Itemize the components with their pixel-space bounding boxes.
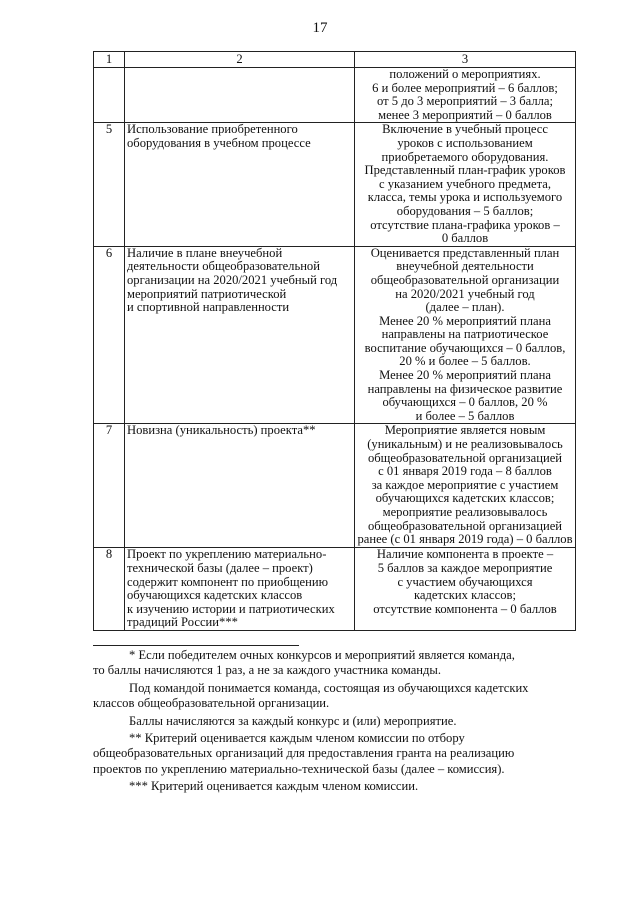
evaluation-line: с 01 января 2019 года – 8 баллов xyxy=(378,464,552,479)
evaluation-line: положений о мероприятиях. xyxy=(389,67,541,81)
criterion-line: Новизна (уникальность) проекта** xyxy=(127,423,316,438)
footnote-team-definition xyxy=(93,681,583,696)
footnote-line: *** Критерий оценивается каждым членом комиссии. xyxy=(129,779,419,794)
evaluation-line: (уникальным) и не реализовывалось xyxy=(367,437,563,452)
evaluation-line: 0 баллов xyxy=(441,231,489,246)
table-row xyxy=(94,548,576,631)
footnote-double-asterisk-continued xyxy=(93,746,583,761)
footnote-team xyxy=(93,648,583,663)
row-number xyxy=(94,68,125,123)
evaluation-text xyxy=(355,68,576,123)
footnote-line: Под командой понимается команда, состоящая из обучающихся кадетских xyxy=(129,680,529,695)
evaluation-line: обучающихся кадетских классов; xyxy=(375,491,555,506)
evaluation-text xyxy=(355,548,576,631)
evaluation-line: за каждое мероприятие с участием xyxy=(371,477,559,492)
evaluation-line: Мероприятие является новым xyxy=(384,423,546,438)
evaluation-line: от 5 до 3 мероприятий – 3 балла; xyxy=(376,94,554,109)
evaluation-line: общеобразовательной организацией xyxy=(367,518,563,533)
evaluation-text xyxy=(355,123,576,246)
criterion-line: организации на 2020/2021 учебный год xyxy=(127,272,338,287)
table-header-row xyxy=(94,52,576,68)
evaluation-text xyxy=(355,424,576,548)
header-col-1: 1 xyxy=(94,52,125,68)
evaluation-line: уроков с использованием xyxy=(397,135,533,150)
evaluation-line: воспитание обучающихся – 0 баллов, xyxy=(364,340,566,355)
evaluation-line: менее 3 мероприятий – 0 баллов xyxy=(378,107,552,122)
evaluation-line: обучающихся – 0 баллов, 20 % xyxy=(382,395,548,410)
footnote-line: ** Критерий оценивается каждым членом комиссии по отбору xyxy=(129,731,465,746)
evaluation-line: общеобразовательной организацией xyxy=(367,450,563,465)
footnote-team-continued xyxy=(93,663,583,678)
row-number: 5 xyxy=(94,123,125,246)
evaluation-line: ранее (с 01 января 2019 года) – 0 баллов xyxy=(357,532,573,547)
evaluation-line: 5 баллов за каждое мероприятие xyxy=(377,561,553,576)
page-number: 17 xyxy=(312,20,328,36)
evaluation-line: Представленный план-график уроков xyxy=(364,163,566,178)
row-number: 7 xyxy=(94,424,125,548)
evaluation-line: Включение в учебный процесс xyxy=(382,122,548,137)
evaluation-line: на 2020/2021 учебный год xyxy=(395,286,535,301)
criterion-line: к изучению истории и патриотических xyxy=(127,601,335,616)
evaluation-line: мероприятие реализовывалось xyxy=(382,505,548,519)
footnote-line: общеобразовательных организаций для предоставления гранта на реализацию xyxy=(93,746,515,761)
criteria-table xyxy=(93,51,576,631)
criterion-line: деятельности общеобразовательной xyxy=(127,259,320,274)
evaluation-line: Наличие компонента в проекте – xyxy=(376,547,554,562)
evaluation-line: приобретаемого оборудования. xyxy=(381,149,549,164)
footnote-double-asterisk-continued xyxy=(93,762,583,777)
footnote-line: классов общеобразовательной организации. xyxy=(93,696,330,711)
evaluation-line: общеобразовательной организации xyxy=(370,272,560,287)
evaluation-line: 6 и более мероприятий – 6 баллов; xyxy=(372,80,558,95)
criterion-text xyxy=(125,68,355,123)
evaluation-line: и более – 5 баллов xyxy=(415,408,515,423)
table-row xyxy=(94,123,576,246)
criterion-line: и спортивной направленности xyxy=(127,300,290,315)
footnotes xyxy=(93,645,583,797)
criterion-line: оборудования в учебном процессе xyxy=(127,135,311,150)
criterion-text xyxy=(125,424,355,548)
evaluation-line: Менее 20 % мероприятий плана xyxy=(379,313,551,328)
footnote-double-asterisk xyxy=(93,731,583,746)
evaluation-line: отсутствие компонента – 0 баллов xyxy=(373,601,557,616)
evaluation-line: оборудования – 5 баллов; xyxy=(396,203,534,218)
criterion-line: обучающихся кадетских классов xyxy=(127,588,303,603)
criterion-line: технической базы (далее – проект) xyxy=(127,561,313,576)
criterion-line: традиций России*** xyxy=(127,615,238,630)
header-col-3: 3 xyxy=(355,52,576,68)
criterion-line: Использование приобретенного xyxy=(127,122,298,137)
criterion-line: Наличие в плане внеучебной xyxy=(127,245,283,260)
table-row xyxy=(94,246,576,424)
evaluation-line: внеучебной деятельности xyxy=(396,259,534,274)
evaluation-line: с участием обучающихся xyxy=(397,574,533,589)
criterion-text xyxy=(125,123,355,246)
evaluation-text xyxy=(355,246,576,424)
evaluation-line: 20 % и более – 5 баллов. xyxy=(399,354,531,369)
criterion-line: содержит компонент по приобщению xyxy=(127,574,329,589)
evaluation-line: с указанием учебного предмета, xyxy=(378,176,552,191)
criterion-line: Проект по укреплению материально- xyxy=(127,547,327,562)
footnote-line: Баллы начисляются за каждый конкурс и (или) мероприятие. xyxy=(129,713,457,728)
evaluation-line: Оценивается представленный план xyxy=(370,245,560,260)
evaluation-line: направлены на патриотическое xyxy=(381,327,549,342)
footnote-points xyxy=(93,714,583,729)
table-row xyxy=(94,68,576,123)
footnote-divider xyxy=(93,645,299,646)
criterion-line: мероприятий патриотической xyxy=(127,286,287,301)
footnote-triple-asterisk xyxy=(93,779,583,794)
table-row xyxy=(94,424,576,548)
footnote-line: то баллы начисляются 1 раз, а не за каждого участника команды. xyxy=(93,663,442,678)
criterion-text xyxy=(125,246,355,424)
evaluation-line: класса, темы урока и используемого xyxy=(367,190,563,205)
row-number: 8 xyxy=(94,548,125,631)
evaluation-line: отсутствие плана-графика уроков – xyxy=(370,217,560,232)
evaluation-line: Менее 20 % мероприятий плана xyxy=(379,368,551,383)
footnote-line: проектов по укреплению материально-технической базы (далее – комиссия). xyxy=(93,761,505,776)
header-col-2: 2 xyxy=(125,52,355,68)
evaluation-line: кадетских классов; xyxy=(414,588,516,603)
footnote-team-definition-continued xyxy=(93,696,583,711)
row-number: 6 xyxy=(94,246,125,424)
evaluation-line: направлены на физическое развитие xyxy=(367,381,563,396)
criterion-text xyxy=(125,548,355,631)
footnote-line: * Если победителем очных конкурсов и мероприятий является команда, xyxy=(129,648,515,662)
evaluation-line: (далее – план). xyxy=(425,300,505,315)
